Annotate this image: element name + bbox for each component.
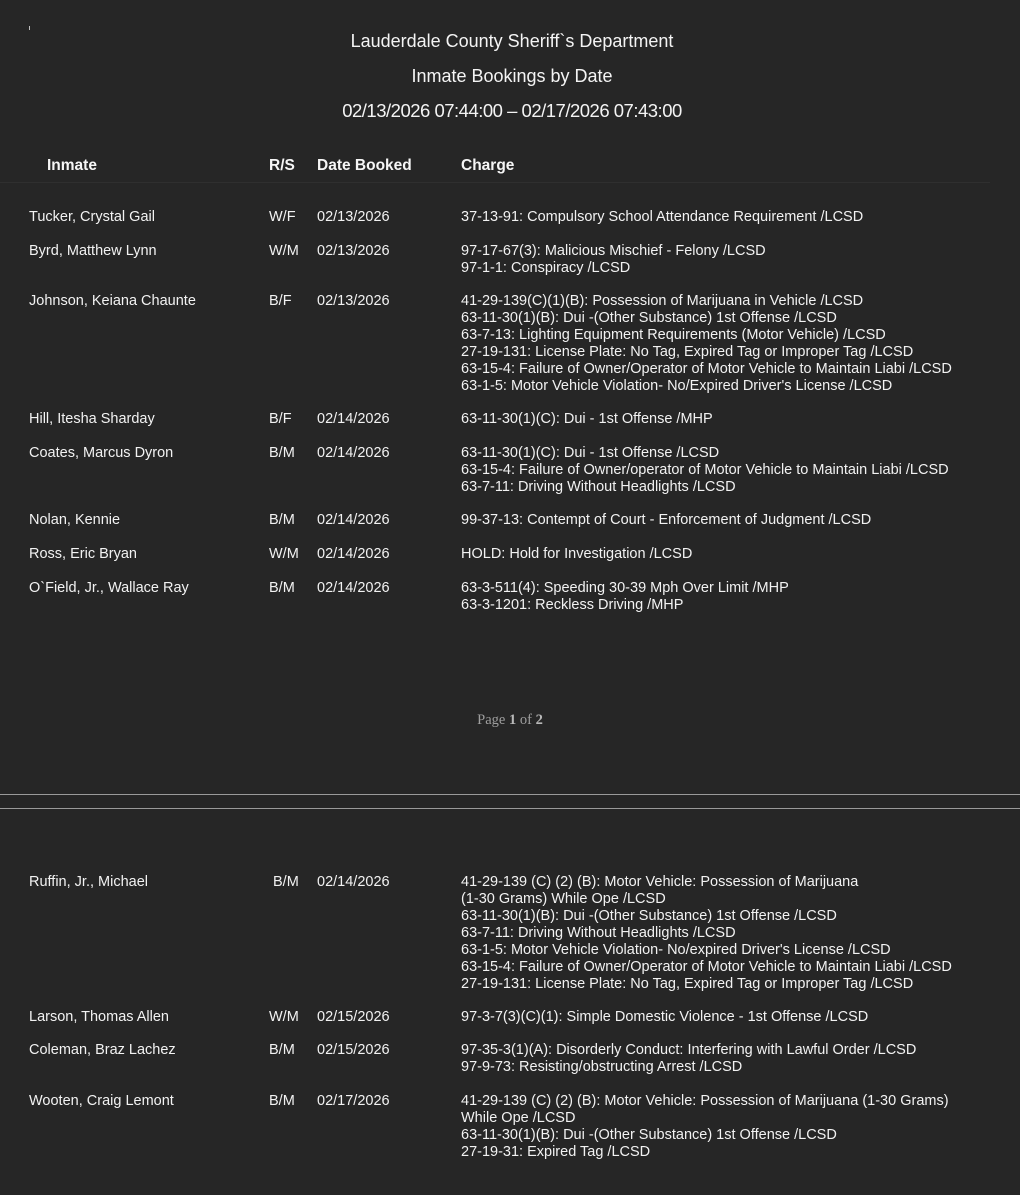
date-booked: 02/14/2026	[317, 874, 390, 890]
charge-line: 41-29-139(C)(1)(B): Possession of Marijuana in Vehicle /LCSD	[461, 293, 864, 309]
charge-line: 27-19-31: Expired Tag /LCSD	[461, 1144, 651, 1160]
charges	[461, 411, 713, 428]
date-booked: 02/13/2026	[317, 209, 390, 225]
charges	[461, 546, 692, 563]
charge-line: 99-37-13: Contempt of Court - Enforcement of Judgment /LCSD	[461, 512, 872, 528]
header-divider	[0, 182, 990, 183]
date-range: 02/13/2026 07:44:00 – 02/17/2026 07:43:00	[342, 100, 682, 121]
inmate-name: Johnson, Keiana Chaunte	[29, 293, 196, 309]
column-header-charge: Charge	[461, 157, 515, 174]
date-booked: 02/13/2026	[317, 293, 390, 309]
charge-line: While Ope /LCSD	[461, 1110, 576, 1126]
race-sex: W/F	[269, 209, 296, 225]
corner-mark	[29, 26, 30, 30]
charges	[461, 580, 789, 614]
race-sex: W/M	[269, 1009, 299, 1025]
charges	[461, 293, 952, 395]
charges	[461, 243, 766, 277]
report-title: Inmate Bookings by Date	[411, 66, 613, 86]
inmate-name: Ruffin, Jr., Michael	[29, 874, 149, 890]
column-header-date-booked: Date Booked	[317, 157, 412, 174]
race-sex: B/M	[269, 512, 295, 528]
charge-line: 63-7-11: Driving Without Headlights /LCSD	[461, 479, 736, 495]
date-booked: 02/14/2026	[317, 445, 390, 461]
charge-line: HOLD: Hold for Investigation /LCSD	[461, 546, 693, 562]
inmate-name: Wooten, Craig Lemont	[29, 1093, 174, 1109]
charges	[461, 209, 863, 226]
charge-line: 63-11-30(1)(B): Dui -(Other Substance) 1st Offense /LCSD	[461, 1127, 837, 1143]
date-booked: 02/14/2026	[317, 546, 390, 562]
race-sex: B/M	[269, 1093, 295, 1109]
page-word: Page	[477, 712, 506, 728]
charge-line: 63-15-4: Failure of Owner/Operator of Motor Vehicle to Maintain Liabi /LCSD	[461, 361, 952, 377]
inmate-name: Coates, Marcus Dyron	[29, 445, 174, 461]
race-sex: B/M	[269, 1042, 295, 1058]
charges	[461, 1009, 868, 1026]
charges	[461, 512, 871, 529]
inmate-name: Byrd, Matthew Lynn	[29, 243, 157, 259]
agency-title: Lauderdale County Sheriff`s Department	[350, 31, 674, 51]
date-booked: 02/14/2026	[317, 580, 390, 596]
inmate-name: Coleman, Braz Lachez	[29, 1042, 176, 1058]
charge-line: 97-1-1: Conspiracy /LCSD	[461, 260, 631, 276]
column-header-rs: R/S	[269, 157, 295, 174]
charges	[461, 874, 952, 993]
charge-line: 63-15-4: Failure of Owner/operator of Motor Vehicle to Maintain Liabi /LCSD	[461, 462, 949, 478]
date-booked: 02/13/2026	[317, 243, 390, 259]
charges	[461, 1093, 949, 1161]
charge-line: 37-13-91: Compulsory School Attendance Requirement /LCSD	[461, 209, 864, 225]
race-sex: B/M	[269, 580, 295, 596]
inmate-name: Ross, Eric Bryan	[29, 546, 137, 562]
charge-line: 41-29-139 (C) (2) (B): Motor Vehicle: Possession of Marijuana (1-30 Grams)	[461, 1093, 949, 1109]
race-sex: W/M	[269, 243, 299, 259]
charges	[461, 445, 949, 496]
report-page-2	[0, 809, 1020, 1195]
inmate-name: O`Field, Jr., Wallace Ray	[29, 580, 189, 596]
inmate-name: Hill, Itesha Sharday	[29, 411, 155, 427]
charge-line: 63-3-1201: Reckless Driving /MHP	[461, 597, 684, 613]
charge-line: 63-11-30(1)(C): Dui - 1st Offense /LCSD	[461, 445, 720, 461]
charge-line: 97-3-7(3)(C)(1): Simple Domestic Violence - 1st Offense /LCSD	[461, 1009, 869, 1025]
race-sex: B/M	[273, 874, 299, 890]
charge-line: 63-1-5: Motor Vehicle Violation- No/expired Driver's License /LCSD	[461, 942, 891, 958]
charge-line: 63-3-511(4): Speeding 30-39 Mph Over Limit /MHP	[461, 580, 789, 596]
charge-line: (1-30 Grams) While Ope /LCSD	[461, 891, 666, 907]
column-header-inmate: Inmate	[47, 157, 97, 174]
date-booked: 02/15/2026	[317, 1009, 390, 1025]
page-current: 1	[508, 712, 517, 728]
charge-line: 63-1-5: Motor Vehicle Violation- No/Expired Driver's License /LCSD	[461, 378, 893, 394]
date-booked: 02/17/2026	[317, 1093, 390, 1109]
charge-line: 63-7-11: Driving Without Headlights /LCSD	[461, 925, 736, 941]
charge-line: 63-11-30(1)(B): Dui -(Other Substance) 1st Offense /LCSD	[461, 310, 837, 326]
race-sex: B/F	[269, 411, 292, 427]
charge-line: 63-7-13: Lighting Equipment Requirements (Motor Vehicle) /LCSD	[461, 327, 886, 343]
inmate-name: Larson, Thomas Allen	[29, 1009, 169, 1025]
charge-line: 27-19-131: License Plate: No Tag, Expired Tag or Improper Tag /LCSD	[461, 344, 914, 360]
charge-line: 97-9-73: Resisting/obstructing Arrest /LCSD	[461, 1059, 743, 1075]
charge-line: 63-15-4: Failure of Owner/Operator of Motor Vehicle to Maintain Liabi /LCSD	[461, 959, 952, 975]
page-indicator	[0, 712, 1020, 729]
inmate-name: Nolan, Kennie	[29, 512, 121, 528]
charge-line: 27-19-131: License Plate: No Tag, Expired Tag or Improper Tag /LCSD	[461, 976, 914, 992]
page-total: 2	[535, 712, 543, 728]
charge-line: 63-11-30(1)(B): Dui -(Other Substance) 1st Offense /LCSD	[461, 908, 837, 924]
race-sex: B/F	[269, 293, 292, 309]
race-sex: B/M	[269, 445, 295, 461]
date-booked: 02/15/2026	[317, 1042, 390, 1058]
of-word: of	[519, 712, 532, 728]
race-sex: W/M	[269, 546, 299, 562]
date-booked: 02/14/2026	[317, 411, 390, 427]
charge-line: 63-11-30(1)(C): Dui - 1st Offense /MHP	[461, 411, 713, 427]
inmate-name: Tucker, Crystal Gail	[29, 209, 155, 225]
date-booked: 02/14/2026	[317, 512, 390, 528]
page-break	[0, 794, 1020, 809]
charge-line: 97-17-67(3): Malicious Mischief - Felony /LCSD	[461, 243, 766, 259]
charge-line: 41-29-139 (C) (2) (B): Motor Vehicle: Possession of Marijuana	[461, 874, 859, 890]
charges	[461, 1042, 916, 1076]
charge-line: 97-35-3(1)(A): Disorderly Conduct: Interfering with Lawful Order /LCSD	[461, 1042, 917, 1058]
